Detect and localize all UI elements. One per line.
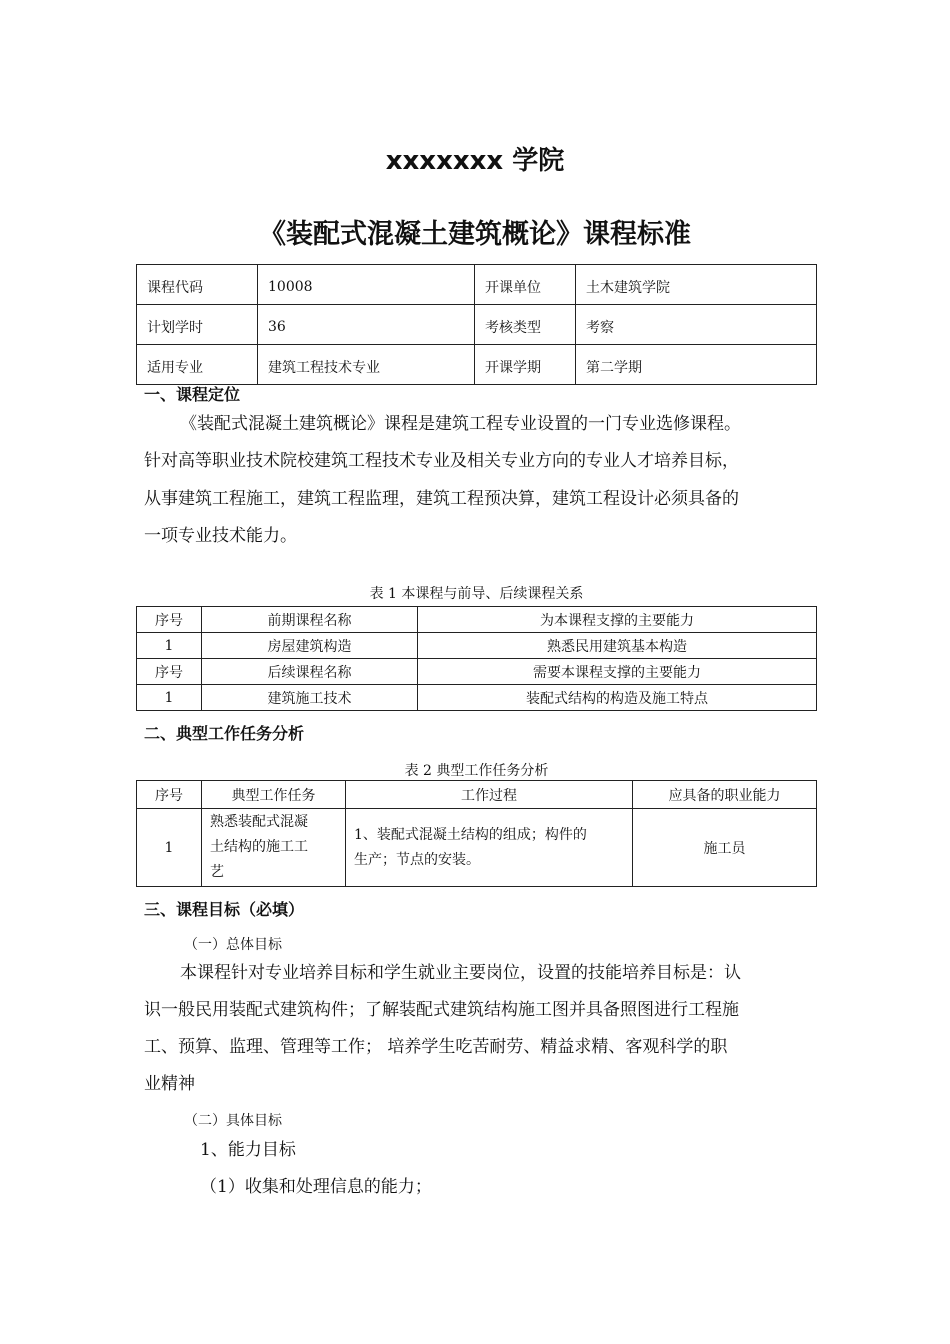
- table1-caption: 表 1 本课程与前导、后续课程关系: [369, 586, 584, 602]
- table-cell: 序号: [137, 659, 202, 685]
- table-cell: 土木建筑学院: [576, 265, 817, 305]
- table-cell: 10008: [258, 265, 475, 305]
- table-cell: 熟悉民用建筑基本构造: [418, 633, 817, 659]
- table-row: [137, 659, 817, 685]
- cell-line: 土结构的施工工: [210, 839, 308, 855]
- table-row: [137, 809, 817, 887]
- table-header-cell: 应具备的职业能力: [633, 781, 817, 809]
- table-cell: 为本课程支撑的主要能力: [418, 607, 817, 633]
- paragraph-line: 从事建筑工程施工，建筑工程监理，建筑工程预决算，建筑工程设计必须具备的: [144, 489, 739, 509]
- table-cell: 建筑工程技术专业: [258, 345, 475, 385]
- table-cell: 考核类型: [475, 305, 576, 345]
- table-cell: 1: [137, 809, 202, 887]
- table-cell: 施工员: [633, 809, 817, 887]
- paragraph-line: 识一般民用装配式建筑构件；了解装配式建筑结构施工图并具备照图进行工程施: [144, 1000, 739, 1020]
- cell-line: 艺: [210, 864, 224, 880]
- table-cell: [202, 809, 346, 887]
- paragraph-line: 本课程针对专业培养目标和学生就业主要岗位，设置的技能培养目标是：认: [180, 963, 741, 983]
- table-cell: 开课学期: [475, 345, 576, 385]
- table-cell: 房屋建筑构造: [202, 633, 418, 659]
- course-relation-table: [136, 606, 817, 711]
- table-header-cell: 工作过程: [346, 781, 633, 809]
- paragraph-line: 工、预算、监理、管理等工作； 培养学生吃苦耐劳、精益求精、客观科学的职: [144, 1037, 728, 1057]
- table2-caption: 表 2 典型工作任务分析: [404, 763, 549, 779]
- cell-line: 熟悉装配式混凝: [210, 814, 308, 830]
- table-header-cell: 典型工作任务: [202, 781, 346, 809]
- list-item: 1、能力目标: [200, 1140, 296, 1160]
- subheading-overall: （一）总体目标: [184, 937, 282, 953]
- section-heading-2: 二、典型工作任务分析: [144, 724, 305, 743]
- cell-line: 生产；节点的安装。: [354, 851, 480, 868]
- table-cell: 1: [137, 685, 202, 711]
- table-cell: 课程代码: [137, 265, 258, 305]
- course-title: 《装配式混凝土建筑概论》课程标准: [259, 219, 691, 250]
- table-cell: 需要本课程支撑的主要能力: [418, 659, 817, 685]
- course-info-table: [136, 264, 817, 385]
- table-row: [137, 685, 817, 711]
- table-cell: 序号: [137, 607, 202, 633]
- table-cell: 前期课程名称: [202, 607, 418, 633]
- table-row: [137, 305, 817, 345]
- table-cell: 后续课程名称: [202, 659, 418, 685]
- table-cell: 建筑施工技术: [202, 685, 418, 711]
- table-header-cell: 序号: [137, 781, 202, 809]
- table-cell: 开课单位: [475, 265, 576, 305]
- list-item: （1）收集和处理信息的能力；: [200, 1177, 432, 1197]
- table-cell: 装配式结构的构造及施工特点: [418, 685, 817, 711]
- table-cell: 考察: [576, 305, 817, 345]
- paragraph-line: 一项专业技术能力。: [144, 526, 297, 546]
- section-heading-1: 一、课程定位: [144, 385, 241, 404]
- table-cell: [346, 809, 633, 887]
- table-cell: 1: [137, 633, 202, 659]
- task-analysis-table: [136, 780, 817, 887]
- table-row: [137, 633, 817, 659]
- table-cell: 计划学时: [137, 305, 258, 345]
- table-row: [137, 345, 817, 385]
- table-row: [137, 265, 817, 305]
- section-heading-3: 三、课程目标（必填）: [144, 900, 305, 919]
- table-cell: 36: [258, 305, 475, 345]
- cell-line: 1、装配式混凝土结构的组成；构件的: [354, 826, 587, 843]
- table-cell: 适用专业: [137, 345, 258, 385]
- table-cell: 第二学期: [576, 345, 817, 385]
- subheading-specific: （二）具体目标: [184, 1113, 282, 1129]
- table-row: [137, 781, 817, 809]
- table-row: [137, 607, 817, 633]
- school-name: xxxxxxx 学院: [385, 146, 565, 176]
- paragraph-line: 《装配式混凝土建筑概论》课程是建筑工程专业设置的一门专业选修课程。: [180, 414, 741, 434]
- paragraph-line: 业精神: [144, 1074, 195, 1094]
- paragraph-line: 针对高等职业技术院校建筑工程技术专业及相关专业方向的专业人才培养目标，: [144, 451, 739, 471]
